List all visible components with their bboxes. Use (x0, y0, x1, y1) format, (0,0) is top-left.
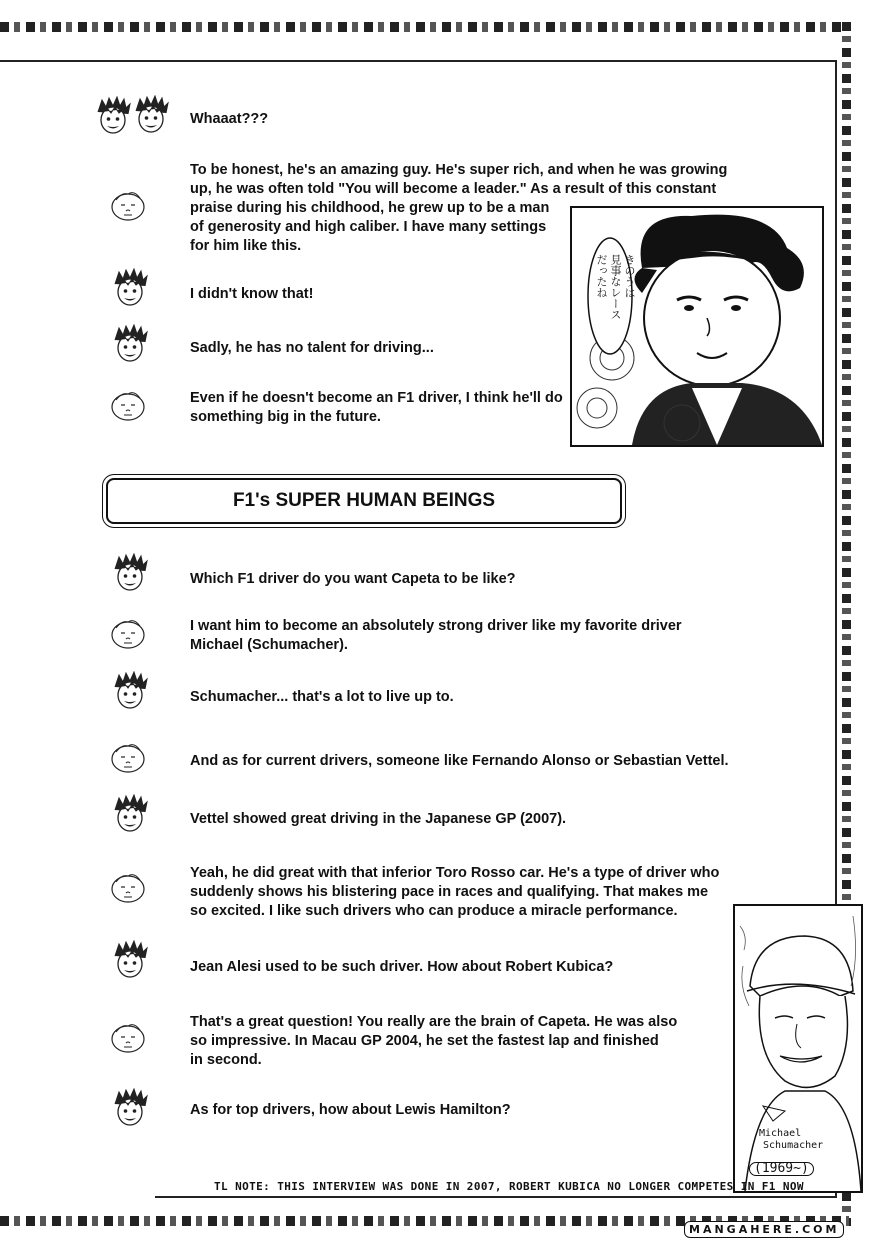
character-illustration (572, 208, 822, 445)
manga-panel-schumacher-sketch (733, 904, 863, 1193)
dialog-line: And as for current drivers, someone like Fernando Alonso or Sebastian Vettel. (190, 753, 729, 769)
caption-line: Michael (759, 1128, 802, 1139)
section-title: F1's SUPER HUMAN BEINGS (232, 490, 496, 511)
boy2-face-icon (110, 324, 150, 364)
section-title-box (106, 478, 622, 524)
dialog-line: up, he was often told "You will become a leader." As a result of this constant (190, 181, 717, 197)
caption-line: (1969~) (749, 1162, 814, 1176)
author-face-icon (108, 614, 148, 654)
boy1-face-icon (110, 268, 150, 308)
dialog-line: Jean Alesi used to be such driver. How about Robert Kubica? (190, 959, 614, 975)
speech-bubble-line: きのうは (623, 254, 636, 298)
boy1-face-icon (92, 96, 134, 136)
boy2-face-icon (110, 671, 150, 711)
dialog-line: Which F1 driver do you want Capeta to be like? (190, 571, 516, 587)
dialog-line: Sadly, he has no talent for driving... (190, 340, 434, 356)
page-border-top (0, 22, 849, 32)
dialog-line: for him like this. (190, 238, 302, 254)
dialog-line: Vettel showed great driving in the Japanese GP (2007). (190, 811, 567, 827)
author-face-icon (108, 868, 148, 908)
dialog-line: I want him to become an absolutely strong driver like my favorite driver (190, 618, 682, 634)
caption-line: Schumacher (763, 1140, 824, 1151)
author-face-icon (108, 186, 148, 226)
dialog-line: Schumacher... that's a lot to live up to. (190, 689, 454, 705)
manga-panel-rich-character (570, 206, 824, 447)
dialog-line: so excited. I like such drivers who can produce a miracle performance. (190, 903, 678, 919)
boy2-face-icon (110, 1088, 150, 1128)
inner-frame-bottom (155, 1196, 837, 1198)
author-face-icon (108, 386, 148, 426)
dialog-line: That's a great question! You really are the brain of Capeta. He was also (190, 1014, 678, 1030)
speech-bubble-line: 見事なレース (609, 254, 622, 320)
dialog-line: Even if he doesn't become an F1 driver, I think he'll do (190, 390, 563, 406)
dialog-line: so impressive. In Macau GP 2004, he set the fastest lap and finished (190, 1033, 659, 1049)
dialog-line: I didn't know that! (190, 286, 314, 302)
watermark: MANGAHERE.COM (684, 1221, 844, 1238)
speech-bubble-line: だったね (595, 254, 608, 298)
dialog-line: suddenly shows his blistering pace in races and qualifying. That makes me (190, 884, 709, 900)
dialog-line: something big in the future. (190, 409, 381, 425)
dialog-line: To be honest, he's an amazing guy. He's super rich, and when he was growing (190, 162, 728, 178)
boy2-face-icon (110, 794, 150, 834)
dialog-line: Yeah, he did great with that inferior Toro Rosso car. He's a type of driver who (190, 865, 720, 881)
dialog-line: Whaaat??? (190, 111, 269, 127)
dialog-line: praise during his childhood, he grew up to be a man (190, 200, 550, 216)
dialog-line: Michael (Schumacher). (190, 637, 348, 653)
dialog-line: in second. (190, 1052, 262, 1068)
boy2-face-icon (110, 553, 150, 593)
dialog-line: of generosity and high caliber. I have many settings (190, 219, 547, 235)
boy2-face-icon (130, 95, 172, 135)
inner-frame-top (0, 60, 836, 62)
boy2-face-icon (110, 940, 150, 980)
dialog-line: As for top drivers, how about Lewis Hamilton? (190, 1102, 511, 1118)
author-face-icon (108, 738, 148, 778)
translation-note: TL NOTE: THIS INTERVIEW WAS DONE IN 2007, ROBERT KUBICA NO LONGER COMPETES IN F1 NOW (214, 1180, 804, 1193)
author-face-icon (108, 1018, 148, 1058)
